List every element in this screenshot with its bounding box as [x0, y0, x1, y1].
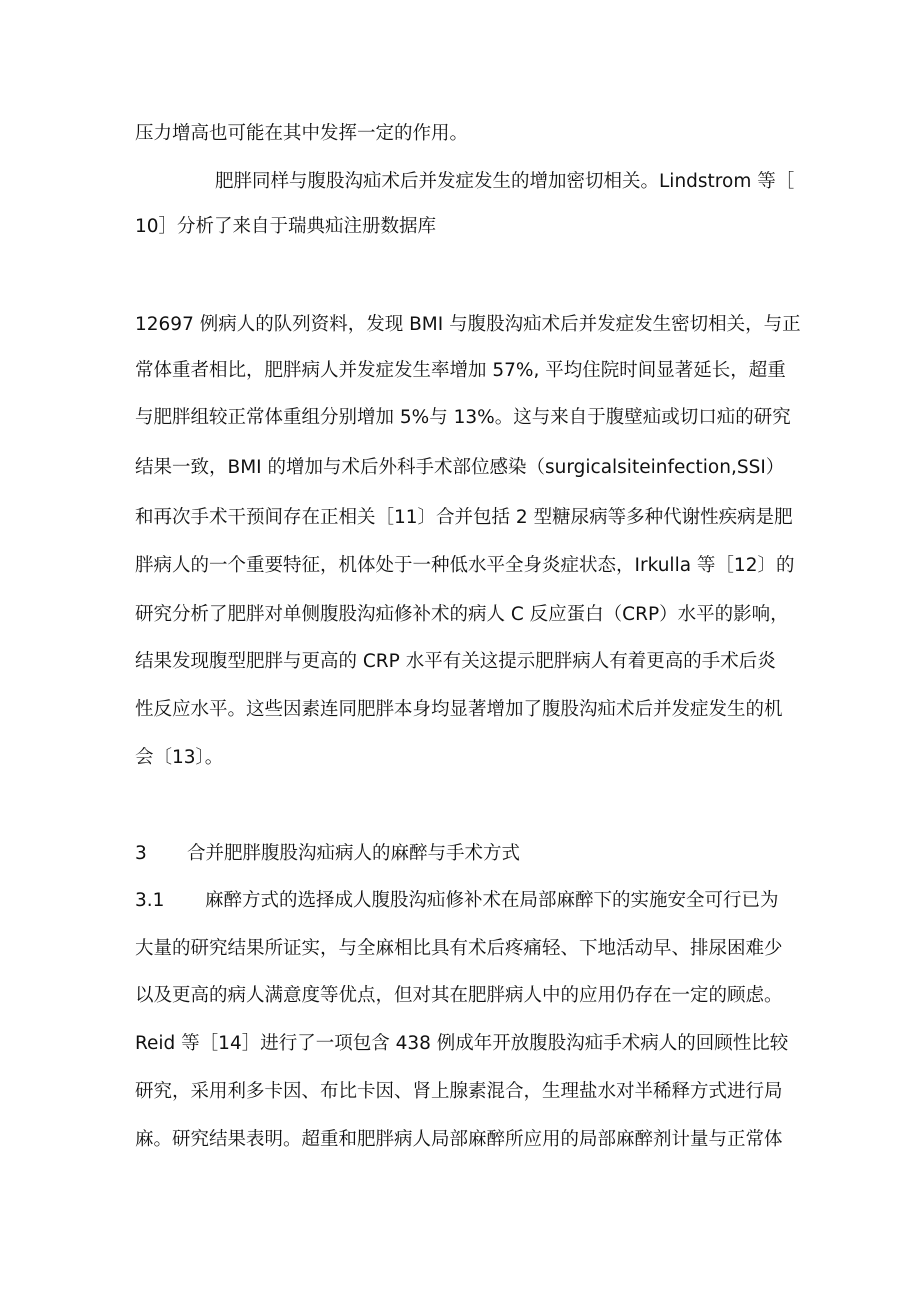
paragraph-line: 以及更高的病人满意度等优点，但对其在肥胖病人中的应用仍存在一定的顾虑。 — [135, 985, 783, 1006]
paragraph-line: 大量的研究结果所证实，与全麻相比具有术后疼痛轻、下地活动早、排尿困难少 — [135, 938, 783, 959]
paragraph-line: 10］分析了来自于瑞典疝注册数据库 — [135, 216, 437, 237]
paragraph-line: 12697 例病人的队列资料，发现 BMI 与腹股沟疝术后并发症发生密切相关，与正 — [135, 314, 801, 335]
paragraph-line: 肥胖同样与腹股沟疝术后并发症发生的增加密切相关。Lindstrom 等［ — [215, 171, 795, 192]
section-title: 合并肥胖腹股沟疝病人的麻醉与手术方式 — [187, 843, 521, 864]
paragraph-line: Reid 等［14］进行了一项包含 438 例成年开放腹股沟疝手术病人的回顾性比较 — [135, 1033, 789, 1054]
paragraph-line: 与肥胖组较正常体重组分别增加 5%与 13%。这与来自于腹壁疝或切口疝的研究 — [135, 407, 791, 428]
subsection-number: 3.1 — [135, 890, 165, 911]
paragraph-line: 会〔13〕。 — [135, 747, 224, 768]
paragraph-line: 结果发现腹型肥胖与更高的 CRP 水平有关这提示肥胖病人有着更高的手术后炎 — [135, 651, 776, 672]
paragraph-line: 常体重者相比，肥胖病人并发症发生率增加 57%, 平均住院时间显著延长，超重 — [135, 360, 786, 381]
paragraph-line: 研究分析了肥胖对单侧腹股沟疝修补术的病人 C 反应蛋白（CRP）水平的影响， — [135, 604, 789, 625]
paragraph-line: 压力增高也可能在其中发挥一定的作用。 — [135, 123, 469, 144]
paragraph-line: 胖病人的一个重要特征，机体处于一种低水平全身炎症状态，Irkulla 等［12〕的 — [135, 555, 795, 576]
paragraph-line: 性反应水平。这些因素连同肥胖本身均显著增加了腹股沟疝术后并发症发生的机 — [135, 699, 783, 720]
paragraph-line: 结果一致，BMI 的增加与术后外科手术部位感染（surgicalsiteinfection,SSI） — [135, 457, 785, 478]
section-number: 3 — [135, 843, 147, 864]
paragraph-line: 麻。研究结果表明。超重和肥胖病人局部麻醉所应用的局部麻醉剂计量与正常体 — [135, 1129, 783, 1150]
paragraph-line: 研究，采用利多卡因、布比卡因、肾上腺素混合，生理盐水对半稀释方式进行局 — [135, 1081, 783, 1102]
paragraph-line: 和再次手术干预间存在正相关［11〕合并包括 2 型糖尿病等多种代谢性疾病是肥 — [135, 507, 793, 528]
subsection-first-line: 麻醉方式的选择成人腹股沟疝修补术在局部麻醉下的实施安全可行已为 — [205, 890, 779, 911]
